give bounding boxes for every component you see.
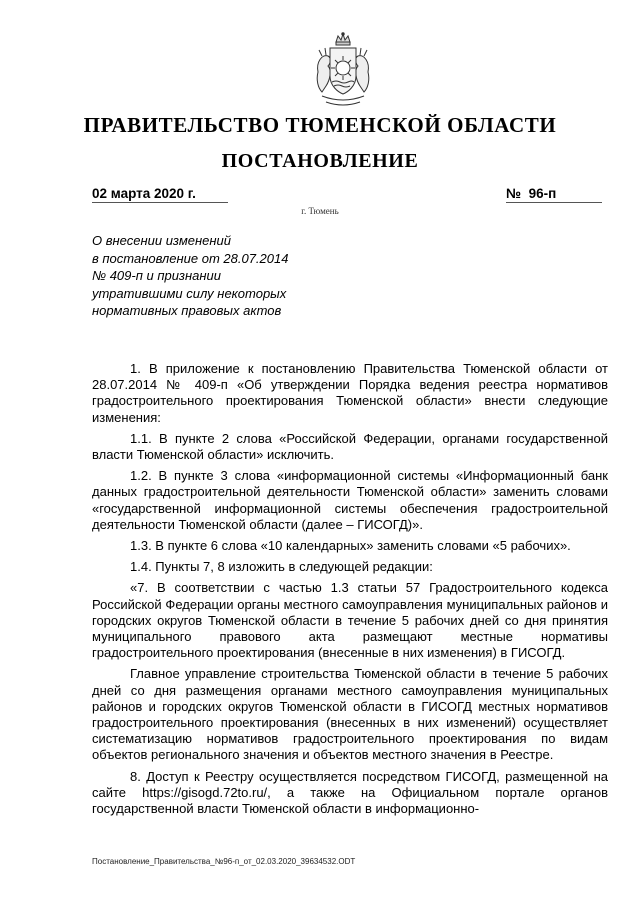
paragraph: «7. В соответствии с частью 1.3 статьи 57 Градостроительного кодекса Российской Федерации органы местного самоуправления муниципальных районов и городских округов Тюменской области в течение 5 рабочих дней со дня принятия муниципального правового акта размещают местные нормативы градостроительного проектирования (внесенные в них изменения) в ГИСОГД.: [92, 580, 608, 661]
paragraph: 1.2. В пункте 3 слова «информационной системы «Информационный банк данных градостроительной деятельности Тюменской области» заменить словами «государственной информационной системы обеспечения градостроительной деятельности Тюменской области (далее – ГИСОГД)».: [92, 468, 608, 532]
number-value: 96-п: [528, 186, 557, 201]
document-number: [506, 186, 602, 203]
paragraph: Главное управление строительства Тюменской области в течение 5 рабочих дней со дня размещения органами местного самоуправления муниципальных районов и городских округов Тюменской области в ГИСОГД местных нормативов градостроительного проектирования (внесенных в них изменений) осуществляет систематизацию нормативов градостроительного проектирования по видам объектов регионального значения и объектов местного значения в Реестре.: [92, 666, 608, 763]
subject-line: в постановление от 28.07.2014: [92, 250, 289, 266]
paragraph: 1.4. Пункты 7, 8 изложить в следующей редакции:: [130, 559, 433, 575]
document-body: [92, 361, 608, 822]
number-prefix: №: [506, 186, 522, 201]
coat-of-arms-icon: [308, 32, 378, 112]
subject-line: № 409-п и признании: [92, 268, 221, 284]
document-type: ПОСТАНОВЛЕНИЕ: [221, 150, 419, 172]
document-date: 02 марта 2020 г.: [92, 186, 228, 203]
file-name-footer: Постановление_Правительства_№96-п_от_02.03.2020_39634532.ODT: [92, 857, 356, 866]
subject-line: нормативных правовых актов: [92, 303, 282, 319]
subject-line: утратившими силу некоторых: [92, 285, 287, 301]
paragraph: 1.3. В пункте 6 слова «10 календарных» заменить словами «5 рабочих».: [130, 538, 571, 554]
document-subject: [92, 232, 332, 320]
paragraph: 1. В приложение к постановлению Правительства Тюменской области от 28.07.2014 № 409-п «Об утверждении Порядка ведения реестра нормативов градостроительного проектирования Тюменской области» внести следующие изменения:: [92, 361, 608, 425]
paragraph: 1.1. В пункте 2 слова «Российской Федерации, органами государственной власти Тюменской области» исключить.: [92, 430, 608, 463]
document-city: г. Тюмень: [301, 206, 339, 216]
subject-line: О внесении изменений: [92, 233, 231, 248]
government-title: ПРАВИТЕЛЬСТВО ТЮМЕНСКОЙ ОБЛАСТИ: [83, 113, 557, 137]
paragraph: 8. Доступ к Реестру осуществляется посредством ГИСОГД, размещенной на сайте https://gisogd.72to.ru/, а также на Официальном портале органов государственной власти Тюменской области в информационно-: [92, 768, 608, 817]
